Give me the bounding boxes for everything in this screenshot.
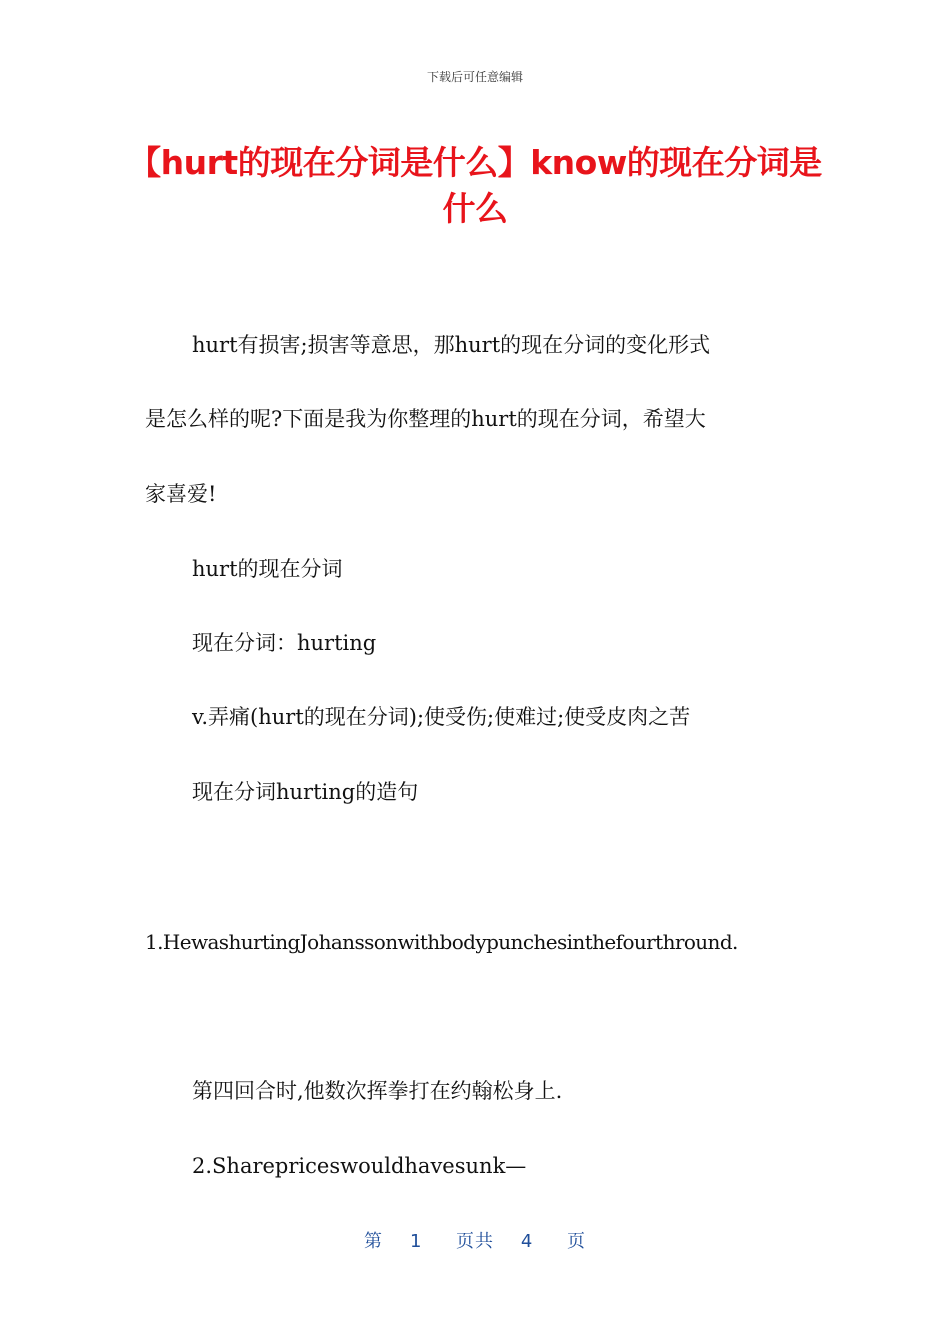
example-sentence-en: 2.Sharepriceswouldhavesunk—	[192, 1154, 527, 1178]
header-note: 下载后可任意编辑	[426, 70, 523, 84]
definition-line: v.弄痛(hurt的现在分词);使受伤;使难过;使受皮肉之苦	[192, 705, 691, 729]
page-suffix: 页	[566, 1231, 586, 1252]
paragraph-line: hurt有损害;损害等意思，那hurt的现在分词的变化形式	[192, 333, 711, 357]
page-prefix: 第	[364, 1231, 384, 1252]
page-footer	[0, 1227, 950, 1253]
page-total: 4	[520, 1231, 534, 1252]
participle-line: 现在分词：hurting	[192, 631, 377, 655]
paragraph-line: 是怎么样的呢?下面是我为你整理的hurt的现在分词，希望大	[145, 407, 706, 431]
example-sentence-zh: 第四回合时,他数次挥拳打在约翰松身上.	[192, 1079, 563, 1103]
section-heading: hurt的现在分词	[192, 557, 343, 581]
page-current: 1	[409, 1231, 423, 1252]
document-title: 【hurt的现在分词是什么】know的现在分词是什么	[128, 143, 822, 228]
example-sentence-en: 1.HewashurtingJohanssonwithbodypunchesinthefourthround.	[145, 930, 738, 954]
paragraph-line: 家喜爱!	[145, 482, 217, 506]
page-middle: 页共	[456, 1231, 494, 1252]
section-heading: 现在分词hurting的造句	[192, 780, 419, 804]
